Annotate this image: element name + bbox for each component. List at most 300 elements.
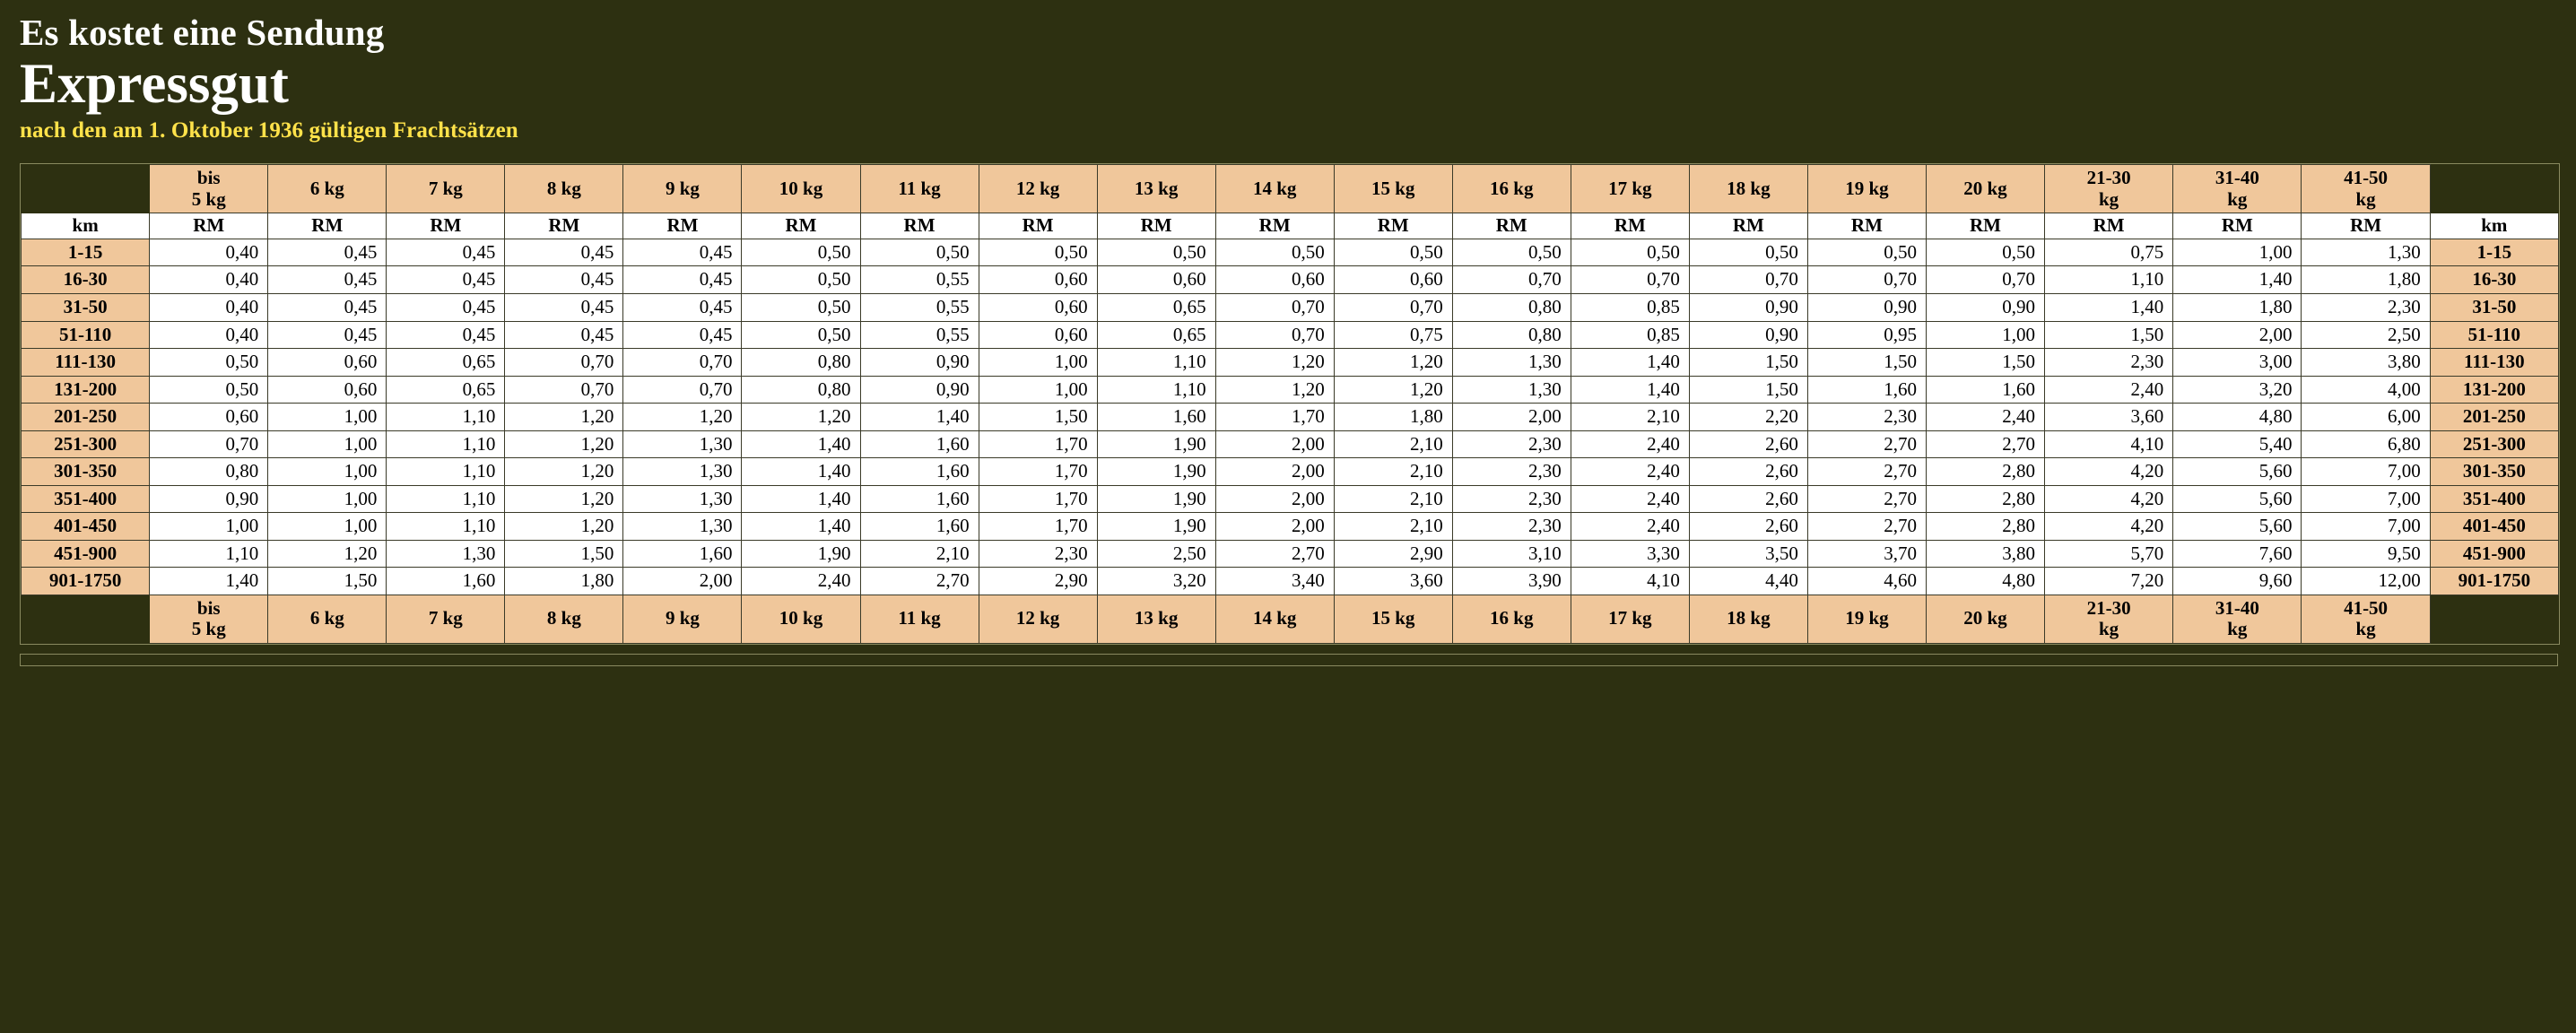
rate-cell: 0,50 [860,239,979,266]
rate-cell: 1,40 [1571,376,1689,404]
rate-cell: 3,50 [1689,540,1807,568]
rate-cell: 0,70 [505,349,623,377]
rate-cell: 0,50 [742,321,860,349]
distance-label-right: 401-450 [2430,513,2558,541]
weight-column-footer: 8 kg [505,595,623,643]
rate-cell: 2,40 [1926,404,2044,431]
weight-column-footer: 10 kg [742,595,860,643]
rate-cell: 1,80 [2173,293,2302,321]
rate-cell: 0,60 [979,321,1097,349]
distance-label-right: 251-300 [2430,430,2558,458]
rate-cell: 0,75 [2044,239,2172,266]
rate-cell: 0,50 [742,293,860,321]
rate-cell: 2,00 [1215,513,1334,541]
rate-cell: 2,10 [860,540,979,568]
rate-cell: 2,70 [1807,485,1926,513]
table-head [22,165,2559,239]
distance-label-right: 16-30 [2430,266,2558,294]
currency-unit-header: RM [2173,213,2302,239]
rate-cell: 0,45 [387,293,505,321]
rate-cell: 3,30 [1571,540,1689,568]
weight-column-footer: 15 kg [1334,595,1452,643]
rate-cell: 0,80 [1452,321,1571,349]
weight-column-header: 6 kg [268,165,387,213]
rate-cell: 1,20 [1334,376,1452,404]
rate-cell: 1,20 [623,404,742,431]
rate-cell: 0,60 [1334,266,1452,294]
distance-label-right: 131-200 [2430,376,2558,404]
rate-cell: 2,30 [1452,430,1571,458]
rate-table [21,164,2559,643]
rate-cell: 0,90 [1689,293,1807,321]
rate-cell: 3,60 [2044,404,2172,431]
rate-cell: 1,60 [860,458,979,486]
rate-cell: 3,80 [2302,349,2430,377]
table-row [22,513,2559,541]
rate-cell: 0,45 [505,239,623,266]
rate-cell: 0,45 [505,266,623,294]
rate-cell: 0,50 [1807,239,1926,266]
rate-cell: 2,60 [1689,430,1807,458]
rate-cell: 2,20 [1689,404,1807,431]
table-corner-top-left [22,165,150,213]
rate-cell: 0,90 [860,349,979,377]
rate-cell: 5,60 [2173,485,2302,513]
weight-column-footer: 14 kg [1215,595,1334,643]
distance-label-left: 351-400 [22,485,150,513]
rate-cell: 4,80 [2173,404,2302,431]
weight-column-header: 18 kg [1689,165,1807,213]
weight-column-footer: 11 kg [860,595,979,643]
rate-cell: 1,10 [1097,376,1215,404]
rate-cell: 0,50 [1452,239,1571,266]
rate-cell: 4,80 [1926,568,2044,595]
currency-unit-header: RM [623,213,742,239]
rate-cell: 0,50 [150,376,268,404]
table-body [22,239,2559,595]
rate-cell: 1,90 [1097,458,1215,486]
distance-label-left: 51-110 [22,321,150,349]
distance-label-left: 16-30 [22,266,150,294]
rate-cell: 4,20 [2044,485,2172,513]
rate-cell: 0,50 [979,239,1097,266]
rate-cell: 0,45 [623,266,742,294]
rate-cell: 1,00 [268,513,387,541]
rate-cell: 0,45 [387,239,505,266]
weight-column-header: 19 kg [1807,165,1926,213]
weight-column-footer: 41-50 kg [2302,595,2430,643]
rate-cell: 2,00 [1215,458,1334,486]
weight-column-footer: 6 kg [268,595,387,643]
rate-cell: 0,70 [1807,266,1926,294]
rate-cell: 1,20 [268,540,387,568]
rate-cell: 0,60 [1215,266,1334,294]
currency-unit-header: RM [1926,213,2044,239]
rate-cell: 0,70 [1926,266,2044,294]
rate-cell: 0,80 [1452,293,1571,321]
table-row [22,293,2559,321]
currency-unit-header: RM [1807,213,1926,239]
rate-cell: 0,85 [1571,321,1689,349]
rate-cell: 1,50 [2044,321,2172,349]
rate-cell: 1,80 [505,568,623,595]
weight-column-header: 14 kg [1215,165,1334,213]
rate-cell: 0,70 [1571,266,1689,294]
table-corner-bottom-right [2430,595,2558,643]
rate-cell: 1,20 [1215,349,1334,377]
distance-label-right: 901-1750 [2430,568,2558,595]
rate-cell: 2,40 [1571,513,1689,541]
rate-cell: 1,30 [623,485,742,513]
rate-cell: 2,30 [1452,458,1571,486]
rate-cell: 1,60 [387,568,505,595]
rate-cell: 2,80 [1926,485,2044,513]
distance-label-left: 131-200 [22,376,150,404]
rate-cell: 1,10 [387,404,505,431]
currency-unit-header: RM [2302,213,2430,239]
rate-cell: 2,60 [1689,485,1807,513]
rate-cell: 2,90 [979,568,1097,595]
currency-unit-header: RM [860,213,979,239]
rate-cell: 0,85 [1571,293,1689,321]
table-foot [22,595,2559,643]
weight-column-header: 13 kg [1097,165,1215,213]
table-row [22,430,2559,458]
distance-label-left: 111-130 [22,349,150,377]
currency-unit-header: RM [1215,213,1334,239]
rate-cell: 2,80 [1926,458,2044,486]
rate-cell: 5,60 [2173,513,2302,541]
km-header-right: km [2430,213,2558,239]
rate-cell: 4,10 [2044,430,2172,458]
rate-cell: 1,20 [505,404,623,431]
rate-cell: 0,50 [1097,239,1215,266]
rate-cell: 0,40 [150,321,268,349]
rate-cell: 6,00 [2302,404,2430,431]
weight-column-header: 7 kg [387,165,505,213]
currency-unit-header: RM [150,213,268,239]
rate-cell: 2,30 [1452,513,1571,541]
rate-cell: 1,10 [387,458,505,486]
rate-cell: 1,60 [860,485,979,513]
rate-cell: 2,40 [1571,430,1689,458]
distance-label-right: 201-250 [2430,404,2558,431]
weight-column-footer: 17 kg [1571,595,1689,643]
rate-cell: 0,90 [860,376,979,404]
rate-cell: 4,40 [1689,568,1807,595]
rate-cell: 0,50 [150,349,268,377]
currency-unit-header: RM [268,213,387,239]
rate-cell: 1,40 [742,458,860,486]
rate-cell: 0,45 [623,293,742,321]
rate-cell: 0,70 [1215,321,1334,349]
weight-column-header: 10 kg [742,165,860,213]
rate-cell: 2,10 [1334,430,1452,458]
table-row [22,404,2559,431]
rate-cell: 1,90 [1097,485,1215,513]
page-title-small: Es kostet eine Sendung [20,12,385,53]
rate-cell: 3,90 [1452,568,1571,595]
table-row [22,266,2559,294]
weight-column-header: 17 kg [1571,165,1689,213]
currency-unit-header: RM [505,213,623,239]
rate-cell: 1,50 [1926,349,2044,377]
rate-cell: 1,00 [268,485,387,513]
rate-cell: 2,70 [1215,540,1334,568]
rate-cell: 2,00 [1452,404,1571,431]
distance-label-left: 31-50 [22,293,150,321]
table-corner-top-right [2430,165,2558,213]
weight-footer-row [22,595,2559,643]
rate-cell: 0,60 [268,349,387,377]
rate-cell: 0,90 [150,485,268,513]
rate-cell: 0,80 [742,349,860,377]
rate-cell: 3,80 [1926,540,2044,568]
rate-cell: 0,50 [742,239,860,266]
currency-unit-header: RM [742,213,860,239]
rate-cell: 2,30 [2044,349,2172,377]
rate-cell: 2,10 [1334,458,1452,486]
rate-cell: 1,40 [2173,266,2302,294]
rate-cell: 0,60 [150,404,268,431]
rate-cell: 0,55 [860,266,979,294]
weight-column-footer: bis 5 kg [150,595,268,643]
rate-cell: 4,60 [1807,568,1926,595]
rate-cell: 2,00 [1215,430,1334,458]
rate-cell: 0,40 [150,239,268,266]
weight-column-footer: 18 kg [1689,595,1807,643]
table-row [22,239,2559,266]
rate-cell: 0,45 [387,266,505,294]
weight-column-header: 12 kg [979,165,1097,213]
rate-cell: 0,70 [1215,293,1334,321]
rate-cell: 0,75 [1334,321,1452,349]
currency-unit-header: RM [1571,213,1689,239]
distance-label-right: 111-130 [2430,349,2558,377]
rate-cell: 1,20 [1215,376,1334,404]
currency-unit-header: RM [387,213,505,239]
currency-unit-header: RM [979,213,1097,239]
rate-cell: 2,00 [2173,321,2302,349]
weight-column-header: bis 5 kg [150,165,268,213]
rate-cell: 1,20 [1334,349,1452,377]
rate-cell: 2,70 [860,568,979,595]
weight-column-header: 41-50 kg [2302,165,2430,213]
rate-cell: 2,30 [1807,404,1926,431]
rate-cell: 3,20 [1097,568,1215,595]
rate-cell: 0,40 [150,293,268,321]
rate-cell: 1,10 [1097,349,1215,377]
rate-table-wrapper [20,163,2560,644]
weight-column-header: 20 kg [1926,165,2044,213]
rate-cell: 1,70 [979,513,1097,541]
rate-cell: 1,20 [505,513,623,541]
rate-cell: 7,00 [2302,513,2430,541]
weight-column-header: 16 kg [1452,165,1571,213]
rate-cell: 1,40 [2044,293,2172,321]
rate-cell: 3,60 [1334,568,1452,595]
rate-cell: 0,60 [268,376,387,404]
weight-column-footer: 19 kg [1807,595,1926,643]
rate-cell: 0,70 [1689,266,1807,294]
rate-cell: 3,10 [1452,540,1571,568]
rate-cell: 1,60 [1807,376,1926,404]
rate-cell: 0,45 [268,321,387,349]
currency-unit-header: RM [1334,213,1452,239]
distance-label-right: 51-110 [2430,321,2558,349]
rate-cell: 0,80 [150,458,268,486]
weight-column-footer: 21-30 kg [2044,595,2172,643]
distance-label-right: 301-350 [2430,458,2558,486]
rate-cell: 0,70 [1334,293,1452,321]
distance-label-right: 31-50 [2430,293,2558,321]
rate-cell: 1,10 [150,540,268,568]
rate-cell: 2,00 [623,568,742,595]
rate-cell: 1,80 [1334,404,1452,431]
rate-cell: 4,10 [1571,568,1689,595]
rate-cell: 1,50 [1689,376,1807,404]
rate-cell: 7,00 [2302,485,2430,513]
rate-cell: 2,50 [1097,540,1215,568]
rate-cell: 2,70 [1807,513,1926,541]
rate-cell: 1,40 [742,485,860,513]
rate-cell: 2,90 [1334,540,1452,568]
rate-cell: 2,50 [2302,321,2430,349]
weight-column-header: 11 kg [860,165,979,213]
rate-cell: 3,40 [1215,568,1334,595]
rate-cell: 4,20 [2044,458,2172,486]
rate-cell: 0,50 [1926,239,2044,266]
weight-column-footer: 31-40 kg [2173,595,2302,643]
weight-header-row [22,165,2559,213]
rate-cell: 0,60 [1097,266,1215,294]
rate-cell: 1,10 [387,485,505,513]
unit-header-row [22,213,2559,239]
rate-cell: 0,55 [860,321,979,349]
rate-cell: 5,70 [2044,540,2172,568]
rate-cell: 3,20 [2173,376,2302,404]
rate-cell: 1,60 [1097,404,1215,431]
rate-cell: 1,00 [979,376,1097,404]
rate-cell: 3,00 [2173,349,2302,377]
rate-cell: 1,20 [742,404,860,431]
rate-cell: 7,00 [2302,458,2430,486]
rate-cell: 0,70 [150,430,268,458]
currency-unit-header: RM [1452,213,1571,239]
rate-cell: 2,60 [1689,458,1807,486]
rate-cell: 1,30 [623,513,742,541]
rate-cell: 0,45 [623,239,742,266]
rate-cell: 1,50 [1807,349,1926,377]
footer-strip [20,654,2558,666]
rate-cell: 0,65 [387,376,505,404]
currency-unit-header: RM [2044,213,2172,239]
rate-cell: 1,00 [268,404,387,431]
table-row [22,349,2559,377]
rate-cell: 0,55 [860,293,979,321]
currency-unit-header: RM [1689,213,1807,239]
rate-cell: 9,50 [2302,540,2430,568]
rate-cell: 1,70 [979,430,1097,458]
distance-label-left: 251-300 [22,430,150,458]
rate-cell: 3,70 [1807,540,1926,568]
rate-cell: 9,60 [2173,568,2302,595]
rate-cell: 0,90 [1689,321,1807,349]
rate-cell: 1,30 [623,458,742,486]
rate-cell: 1,30 [623,430,742,458]
rate-cell: 2,30 [2302,293,2430,321]
rate-cell: 1,90 [1097,430,1215,458]
rate-cell: 1,20 [505,485,623,513]
rate-cell: 1,60 [623,540,742,568]
rate-cell: 6,80 [2302,430,2430,458]
rate-cell: 2,40 [2044,376,2172,404]
weight-column-footer: 9 kg [623,595,742,643]
rate-cell: 0,70 [1452,266,1571,294]
rate-cell: 1,00 [2173,239,2302,266]
weight-column-footer: 13 kg [1097,595,1215,643]
rate-cell: 1,90 [1097,513,1215,541]
table-row [22,376,2559,404]
distance-label-right: 451-900 [2430,540,2558,568]
rate-cell: 1,40 [860,404,979,431]
currency-unit-header: RM [1097,213,1215,239]
distance-label-right: 1-15 [2430,239,2558,266]
table-row [22,485,2559,513]
distance-label-left: 901-1750 [22,568,150,595]
page-subtitle: nach den am 1. Oktober 1936 gültigen Frachtsätzen [20,118,518,143]
rate-cell: 1,20 [505,458,623,486]
rate-cell: 0,45 [623,321,742,349]
rate-cell: 7,20 [2044,568,2172,595]
weight-column-header: 8 kg [505,165,623,213]
table-row [22,540,2559,568]
distance-label-left: 201-250 [22,404,150,431]
weight-column-footer: 20 kg [1926,595,2044,643]
rate-cell: 2,30 [1452,485,1571,513]
rate-cell: 0,90 [1926,293,2044,321]
rate-cell: 0,65 [387,349,505,377]
distance-label-left: 451-900 [22,540,150,568]
rate-cell: 1,30 [1452,376,1571,404]
rate-cell: 1,60 [860,513,979,541]
rate-cell: 4,20 [2044,513,2172,541]
rate-cell: 0,70 [623,349,742,377]
rate-cell: 4,00 [2302,376,2430,404]
rate-cell: 0,40 [150,266,268,294]
rate-cell: 1,80 [2302,266,2430,294]
rate-cell: 2,40 [742,568,860,595]
rate-cell: 12,00 [2302,568,2430,595]
rate-cell: 1,50 [1689,349,1807,377]
rate-cell: 2,80 [1926,513,2044,541]
rate-cell: 0,65 [1097,321,1215,349]
rate-cell: 0,80 [742,376,860,404]
rate-cell: 2,70 [1807,430,1926,458]
rate-cell: 0,50 [1334,239,1452,266]
weight-column-header: 9 kg [623,165,742,213]
rate-cell: 0,50 [1215,239,1334,266]
rate-cell: 1,40 [1571,349,1689,377]
rate-cell: 1,70 [979,485,1097,513]
rate-cell: 1,40 [150,568,268,595]
rate-cell: 1,50 [268,568,387,595]
table-row [22,458,2559,486]
weight-column-header: 31-40 kg [2173,165,2302,213]
weight-column-footer: 7 kg [387,595,505,643]
rate-cell: 7,60 [2173,540,2302,568]
distance-label-left: 1-15 [22,239,150,266]
